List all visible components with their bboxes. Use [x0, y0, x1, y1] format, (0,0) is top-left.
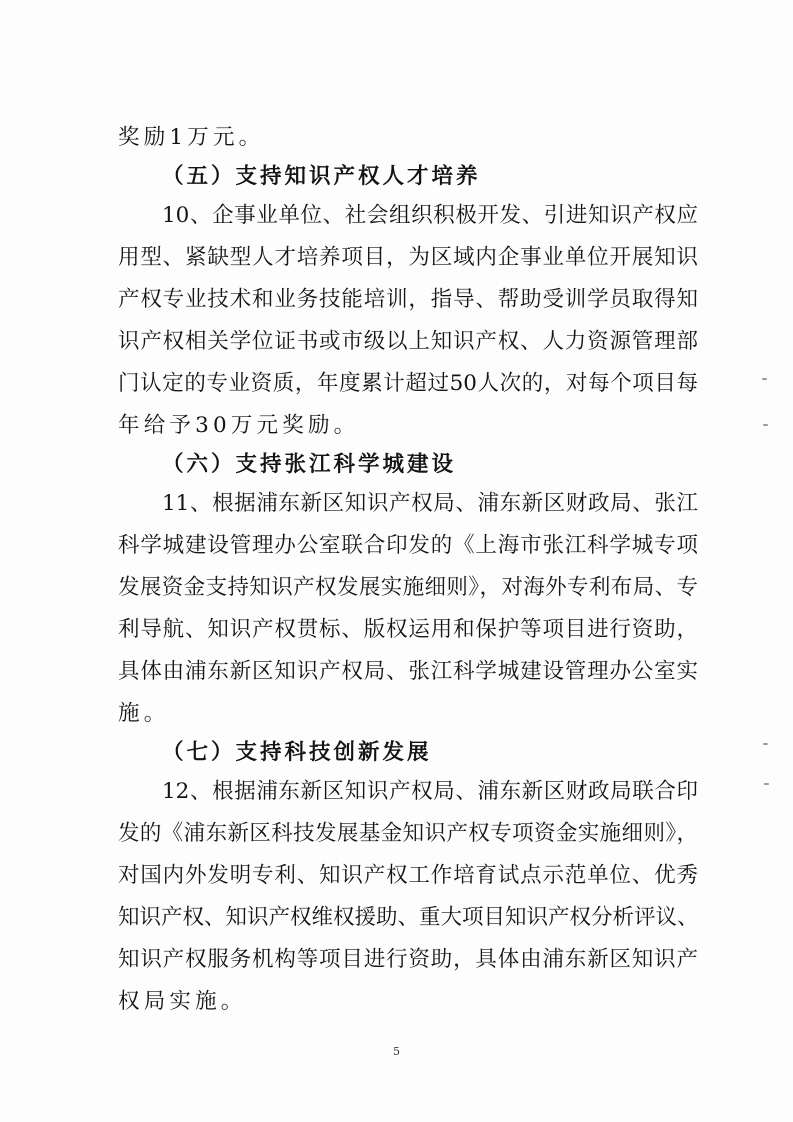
text-line: 发展资金支持知识产权发展实施细则》，对海外专利布局、专	[118, 575, 698, 600]
scan-speck	[763, 424, 768, 426]
text-line: 权局实施。	[118, 989, 247, 1014]
text-line: 对国内外发明专利、知识产权工作培育试点示范单位、优秀	[118, 863, 698, 888]
page-number: 5	[393, 1045, 400, 1058]
text-line: 奖励1万元。	[118, 125, 265, 150]
text-line: 科学城建设管理办公室联合印发的《上海市张江科学城专项	[118, 533, 698, 558]
text-line: 施。	[118, 701, 170, 726]
text-line: 利导航、知识产权贯标、版权运用和保护等项目进行资助，	[118, 617, 698, 642]
text-line: 识产权相关学位证书或市级以上知识产权、人力资源管理部	[118, 329, 698, 354]
text-line: 门认定的专业资质，年度累计超过50人次的，对每个项目每	[118, 371, 698, 396]
scan-speck	[762, 378, 767, 380]
scan-speck	[764, 783, 769, 785]
text-line: 11、根据浦东新区知识产权局、浦东新区财政局、张江	[162, 491, 698, 516]
text-line: 知识产权服务机构等项目进行资助，具体由浦东新区知识产	[118, 947, 698, 972]
section-heading-5: （五）支持知识产权人才培养	[162, 164, 481, 189]
text-line: 年给予30万元奖励。	[118, 413, 360, 438]
text-line: 用型、紧缺型人才培养项目，为区域内企事业单位开展知识	[118, 245, 698, 270]
section-heading-7: （七）支持科技创新发展	[162, 740, 432, 765]
text-line: 具体由浦东新区知识产权局、张江科学城建设管理办公室实	[118, 659, 698, 684]
scan-speck	[763, 743, 768, 745]
text-line: 发的《浦东新区科技发展基金知识产权专项资金实施细则》，	[118, 821, 698, 846]
text-line: 12、根据浦东新区知识产权局、浦东新区财政局联合印	[162, 779, 698, 804]
text-line: 产权专业技术和业务技能培训，指导、帮助受训学员取得知	[118, 287, 698, 312]
text-line: 10、企事业单位、社会组织积极开发、引进知识产权应	[162, 203, 698, 228]
section-heading-6: （六）支持张江科学城建设	[162, 452, 457, 477]
text-line: 知识产权、知识产权维权援助、重大项目知识产权分析评议、	[118, 905, 699, 930]
